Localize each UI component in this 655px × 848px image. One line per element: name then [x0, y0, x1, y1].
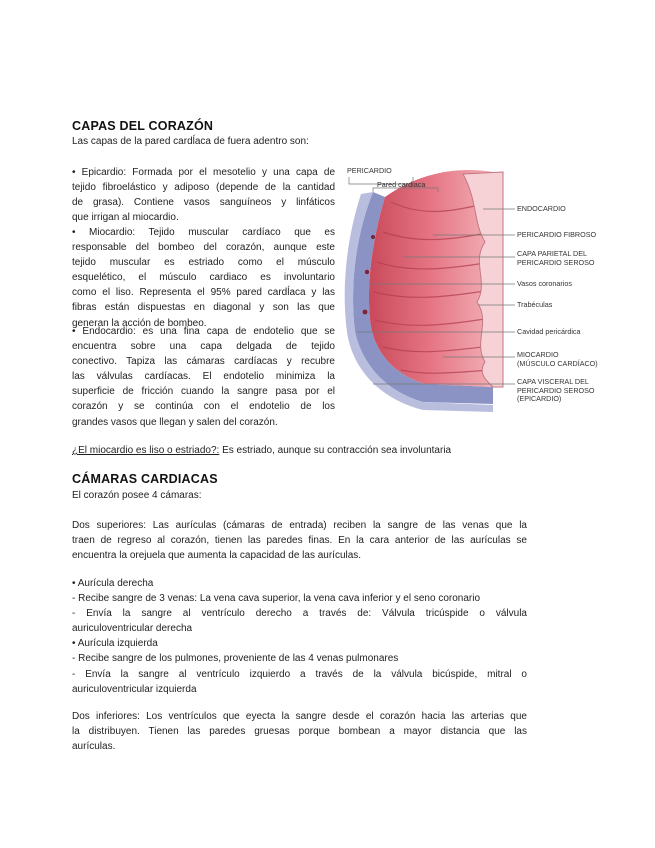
text-line: auriculoventricular derecha — [72, 623, 193, 635]
text-line: como el liso. Representa el 95% pared cardĺaca y las — [72, 287, 335, 299]
text-line: la distribuyen. Tienen las paredes gruesas porque bombean a mayor distancia que las — [72, 726, 527, 738]
label-miocardio — [517, 351, 598, 368]
heart-wall-illustration — [343, 162, 598, 412]
label-line: PERICARDIO SEROSO — [517, 385, 595, 395]
text-line: - Envía la sangre al ventrículo izquierdo a través de la válvula bicúspide, mitral o — [72, 668, 527, 680]
question-text: ¿El miocardio es liso o estriado?: — [72, 445, 220, 456]
text-line: encuentra sobre una capa delgada de tejido — [72, 341, 335, 353]
label-capa-visceral — [517, 378, 594, 404]
text-line: fibras están dispuestas en diagonal y son las que — [72, 302, 335, 314]
text-line: responsable del bombeo del corazón, aunque este — [72, 242, 335, 254]
text-line: conectivo. Tapiza las cámaras cardíacas y recubre — [72, 356, 335, 368]
text-line: de grasa). Contiene vasos sanguíneos y linfáticos — [72, 197, 335, 209]
text-line: Dos inferiores: Los ventrículos que eyecta la sangre desde el corazón hacia las arterias que — [72, 711, 527, 722]
text-line: tejido muscular es estriado como el músculo — [72, 257, 335, 269]
superiores-paragraph — [72, 518, 527, 563]
text-line: las válvulas cardíacas. El endotelio minimiza la — [72, 371, 335, 383]
label-line: MIOCARDIO — [517, 350, 559, 359]
auricula-derecha-title: • Aurícula derecha — [72, 578, 154, 589]
text-line: superficie de fricción cuando la sangre pasa por el — [72, 386, 335, 398]
answer-text: Es estriado, aunque su contracción sea involuntaria — [219, 445, 452, 456]
text-line: auriculoventricular izquierda — [72, 683, 197, 695]
text-line: - Recibe sangre de los pulmones, proveniente de las 4 venas pulmonares — [72, 653, 399, 665]
label-endocardio: ENDOCARDIO — [517, 204, 566, 213]
label-line: (MÚSCULO CARDÍACO) — [517, 358, 598, 368]
text-line: - Recibe sangre de 3 venas: La vena cava superior, la vena cava inferior y el seno coronario — [72, 593, 481, 605]
epicardio-paragraph — [72, 165, 335, 225]
inferiores-paragraph — [72, 709, 527, 754]
label-line: CAPA VISCERAL DEL — [517, 377, 589, 386]
auricula-izquierda-title: • Aurícula izquierda — [72, 638, 158, 650]
label-vasos-coronarios: Vasos coronarios — [517, 279, 572, 288]
text-line: • Endocardio: es una fina capa de endotelio que se — [72, 326, 335, 337]
auricula-derecha-block — [72, 576, 527, 697]
label-pericardio: PERICARDIO — [347, 166, 392, 175]
section-title-capas: CAPAS DEL CORAZÓN — [72, 119, 214, 133]
text-line: esquelético, el músculo cardiaco es involuntario — [72, 272, 335, 284]
question-line — [72, 443, 542, 458]
text-line: generan la acción de bombeo. — [72, 317, 207, 329]
label-line: CAPA PARIETAL DEL — [517, 249, 588, 258]
text-line: - Envía la sangre al ventrículo derecho a través de: Válvula tricúspide o válvula — [72, 608, 527, 620]
label-pericardio-fibroso: PERICARDIO FIBROSO — [517, 230, 597, 239]
text-line: grandes vasos que llegan y salen del corazón. — [72, 416, 278, 428]
label-trabeculas: Trabéculas — [517, 300, 553, 309]
intro-capas: Las capas de la pared cardĺaca de fuera adentro son: — [72, 136, 309, 147]
label-cavidad-pericardica: Cavidad pericárdica — [517, 327, 581, 336]
text-line: traen de regreso al corazón, tienen las paredes finas. En la cara anterior de las aurículas se — [72, 535, 527, 547]
text-line: Dos superiores: Las aurículas (cámaras de entrada) reciben la sangre de las venas que la — [72, 520, 527, 531]
intro-camaras: El corazón posee 4 cámaras: — [72, 490, 202, 501]
text-line: corazón y se continúa con el endotelio de los — [72, 401, 335, 413]
text-line: encuentra la orejuela que aumenta la capacidad de las aurículas. — [72, 550, 362, 562]
text-line: • Miocardio: Tejido muscular cardíaco que es — [72, 227, 335, 238]
text-line: • Epicardio: Formada por el mesotelio y una capa de — [72, 167, 335, 178]
label-pared-cardiaca: Pared cardiaca — [377, 180, 426, 189]
text-line: aurículas. — [72, 741, 116, 753]
label-line: PERICARDIO SEROSO — [517, 257, 595, 267]
section-title-camaras: CÁMARAS CARDIACAS — [72, 472, 218, 486]
label-capa-parietal — [517, 250, 594, 267]
miocardio-paragraph — [72, 225, 335, 331]
text-line: tejido fibroelástico y adiposo (depende de la cantidad — [72, 182, 335, 194]
label-line: (EPICARDIO) — [517, 394, 562, 403]
endocardio-paragraph — [72, 324, 335, 430]
text-line: que irrigan al miocardio. — [72, 212, 179, 224]
